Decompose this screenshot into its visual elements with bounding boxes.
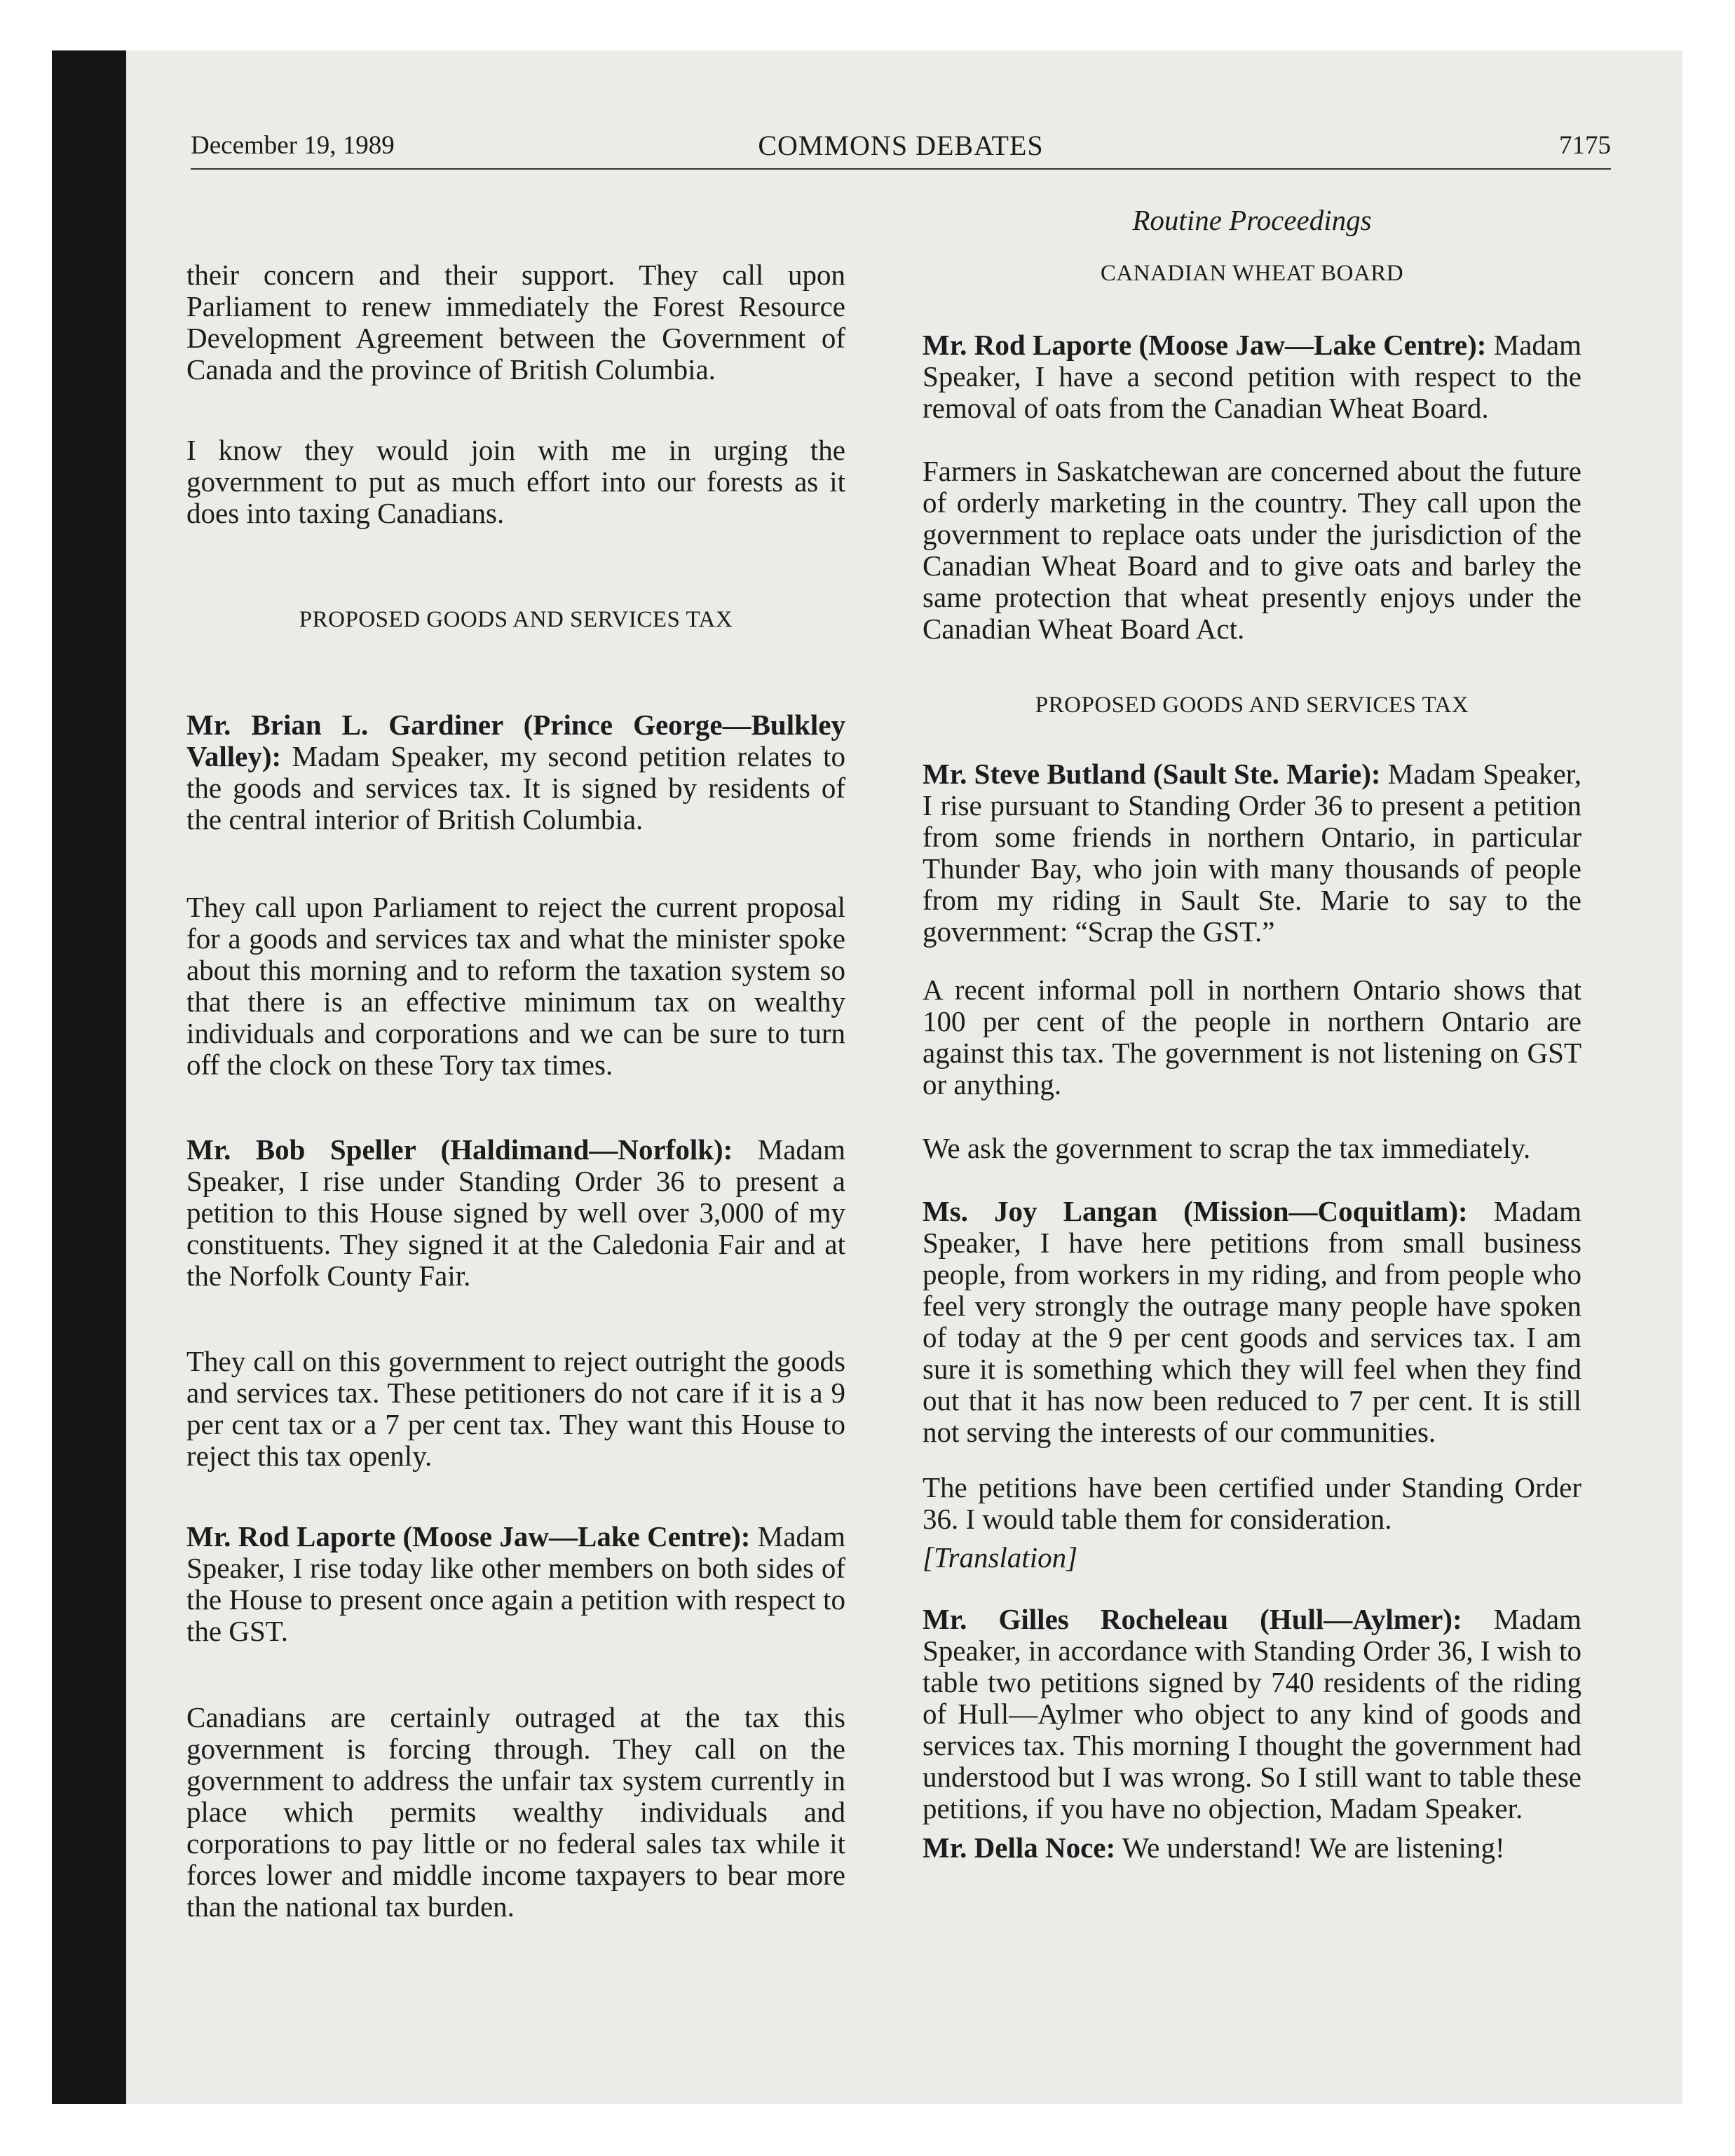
paragraph: They call upon Parliament to reject the current proposal for a goods and services tax and what the minister spoke about this morning and to reform the taxation system so that there is an effective minimum tax on wealthy individuals and corporations and we can be sure to turn off the clock on these Tory tax times. (186, 891, 845, 1081)
paragraph: Farmers in Saskatchewan are concerned about the future of orderly marketing in the country. They call upon the government to replace oats under the jurisdiction of the Canadian Wheat Board and to give oats and barley the same protection that wheat presently enjoys under the Canadian Wheat Board Act. (923, 455, 1581, 645)
speech (923, 758, 1581, 948)
section-heading: PROPOSED GOODS AND SERVICES TAX (1035, 692, 1469, 718)
translation-note: [Translation] (923, 1541, 1078, 1574)
paragraph: Canadians are certainly outraged at the tax this government is forcing through. They call on the government to address the unfair tax system currently in place which permits wealthy individuals and corporations to pay little or no federal sales tax while it forces lower and middle income taxpayers to bear more than the national tax burden. (186, 1701, 845, 1923)
speech (186, 1134, 845, 1292)
binding-shadow (52, 50, 126, 2104)
speech-text: Madam Speaker, I have a second petition with respect to the removal of oats from the Canadian Wheat Board. (923, 329, 1581, 424)
page-header (191, 123, 1611, 170)
paragraph: They call on this government to reject outright the goods and services tax. These petitioners do not care if it is a 9 per cent tax or a 7 per cent tax. They want this House to reject this tax openly. (186, 1345, 845, 1472)
speaker-name: Mr. Rod Laporte (Moose Jaw—Lake Centre): (923, 329, 1487, 361)
speaker-name: Mr. Steve Butland (Sault Ste. Marie): (923, 758, 1381, 790)
speech (186, 709, 845, 835)
speech-text: We understand! We are listening! (1115, 1831, 1505, 1864)
speech-text: Madam Speaker, I rise today like other members on both sides of the House to present once again a petition with respect to the GST. (186, 1520, 845, 1647)
speech-text: Madam Speaker, I rise pursuant to Standing Order 36 to present a petition from some friends in northern Ontario, in particular Thunder Bay, who join with many thousands of people from my riding in Sault Ste. Marie to say to the government: “Scrap the GST.” (923, 758, 1582, 948)
paragraph: The petitions have been certified under Standing Order 36. I would table them for consideration. (923, 1471, 1581, 1535)
header-date: December 19, 1989 (191, 131, 395, 160)
speech-text: Madam Speaker, I have here petitions from small business people, from workers in my riding, and from people who feel very strongly the outrage many people have spoken of today at the 9 per cent goods and services tax. I am sure it is something which they will feel when they find out that it has now been reduced to 7 per cent. It is still not serving the interests of our communities. (923, 1195, 1581, 1448)
paragraph: We ask the government to scrap the tax immediately. (923, 1132, 1531, 1164)
speaker-name: Mr. Brian L. Gardiner (Prince George—Bulkley Valley): (186, 709, 845, 772)
speaker-name: Mr. Bob Speller (Haldimand—Norfolk): (186, 1133, 733, 1166)
speech (923, 1604, 1581, 1824)
speaker-name: Mr. Gilles Rocheleau (Hull—Aylmer): (923, 1603, 1462, 1635)
paragraph: I know they would join with me in urging the government to put as much effort into our forests as it does into taxing Canadians. (186, 434, 845, 529)
speech-text: Madam Speaker, in accordance with Standing Order 36, I wish to table two petitions signed by 740 residents of the riding of Hull—Aylmer who object to any kind of goods and services tax. This morning I thought the government had understood but I was wrong. So I still want to table these petitions, if you have no objection, Madam Speaker. (923, 1603, 1581, 1824)
paragraph: A recent informal poll in northern Ontario shows that 100 per cent of the people in northern Ontario are against this tax. The government is not listening on GST or anything. (923, 974, 1581, 1100)
page-number: 7175 (1559, 131, 1611, 160)
speech (186, 1521, 845, 1647)
section-heading: PROPOSED GOODS AND SERVICES TAX (299, 607, 733, 632)
speech (923, 329, 1581, 424)
speaker-name: Mr. Della Noce: (923, 1831, 1116, 1864)
speech-text: Madam Speaker, I rise under Standing Order 36 to present a petition to this House signed by well over 3,000 of my constituents. They signed it at the Caledonia Fair and at the Norfolk County Fair. (186, 1133, 845, 1292)
paragraph: their concern and their support. They call upon Parliament to renew immediately the Forest Resource Development Agreement between the Government of Canada and the province of British Columbia. (186, 259, 845, 386)
speaker-name: Mr. Rod Laporte (Moose Jaw—Lake Centre): (186, 1520, 751, 1553)
speaker-name: Ms. Joy Langan (Mission—Coquitlam): (923, 1195, 1468, 1227)
speech (923, 1196, 1581, 1448)
speech (923, 1832, 1581, 1864)
section-label: Routine Proceedings (1132, 204, 1372, 236)
header-title: COMMONS DEBATES (758, 130, 1044, 161)
section-heading: CANADIAN WHEAT BOARD (1100, 261, 1404, 286)
speech-text: Madam Speaker, my second petition relates to the goods and services tax. It is signed by residents of the central interior of British Columbia. (186, 740, 845, 835)
